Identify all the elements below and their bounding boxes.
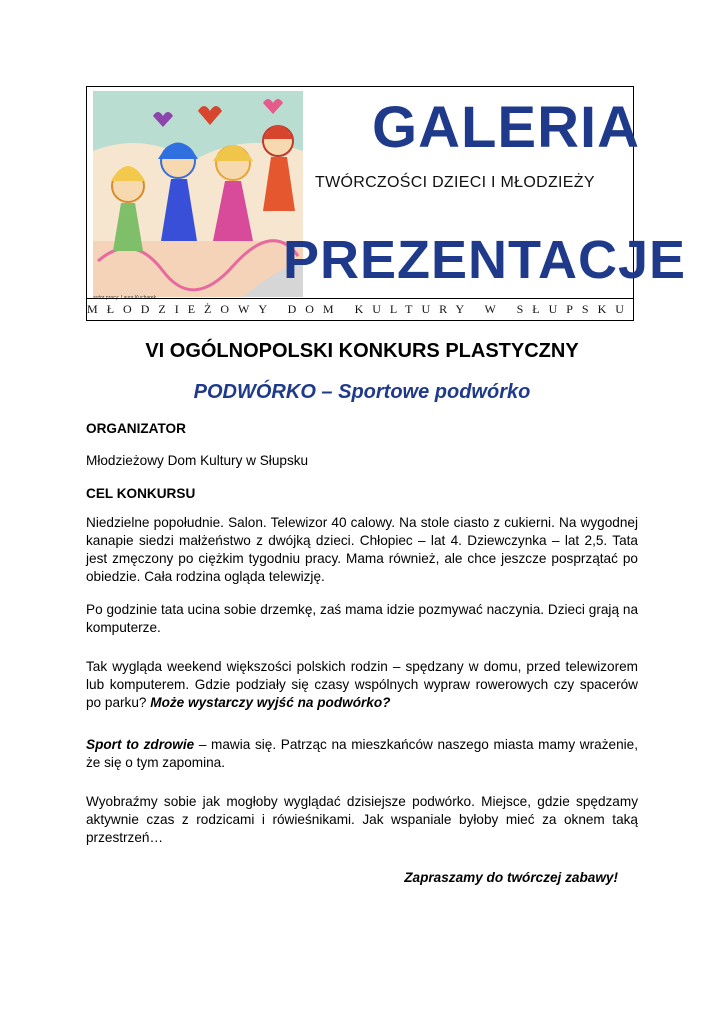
paragraph-1: Niedzielne popołudnie. Salon. Telewizor 40 calowy. Na stole ciasto z cukierni. Na wygodnej kanapie siedzi małżeństwo z dwójką dzieci. Chłopiec – lat 4. Dziewczynka – lat 2,5. Tata jest zmęczony po ciężkim tygodniu pracy. Mama również, ale chce jeszcze posprzątać po obiedzie. Cała rodzina ogląda telewizję.	[86, 515, 638, 584]
children-drawing-image	[93, 91, 303, 297]
paragraph-4-text: – mawia się. Patrząc na mieszkańców naszego miasta mamy wrażenie, że się o tym zapomina.	[86, 737, 638, 770]
header-banner	[86, 86, 687, 321]
paragraph-2: Po godzinie tata ucina sobie drzemkę, zaś mama idzie pozmywać naczynia. Dzieci grają na komputerze.	[86, 602, 638, 635]
paragraph-3-emphasis: Może wystarczy wyjść na podwórko?	[150, 695, 391, 710]
organizer-value: Młodzieżowy Dom Kultury w Słupsku	[86, 453, 309, 468]
banner-title-2: PREZENTACJE	[283, 230, 687, 290]
banner-footer: MŁODZIEŻOWY DOM KULTURY W SŁUPSKU	[87, 298, 633, 320]
paragraph-3	[86, 658, 638, 712]
banner-subtitle: TWÓRCZOŚCI DZIECI I MŁODZIEŻY	[315, 174, 595, 191]
banner-title: GALERIA	[372, 95, 640, 160]
paragraph-5: Wyobraźmy sobie jak mogłoby wyglądać dzisiejsze podwórko. Miejsce, gdzie spędzamy aktywnie czas z rodzicami i rówieśnikami. Jak wspaniale byłoby mieć za oknem taką przestrzeń…	[86, 794, 638, 845]
paragraph-4	[86, 736, 638, 772]
paragraph-4-emphasis: Sport to zdrowie	[86, 737, 195, 752]
page-subtitle: PODWÓRKO – Sportowe podwórko	[193, 381, 531, 403]
image-credit: autor pracy: Laura Kucharek	[93, 295, 157, 301]
goal-label: CEL KONKURSU	[86, 486, 196, 501]
page-title: VI OGÓLNOPOLSKI KONKURS PLASTYCZNY	[145, 340, 579, 362]
paragraph-3-text: Tak wygląda weekend większości polskich rodzin – spędzany w domu, przed telewizorem lub komputerem. Gdzie podziały się czasy wspólnych wypraw rowerowych czy spacerów po parku?	[86, 659, 638, 710]
organizer-label: ORGANIZATOR	[86, 421, 186, 436]
closing-invitation: Zapraszamy do twórczej zabawy!	[404, 870, 618, 885]
